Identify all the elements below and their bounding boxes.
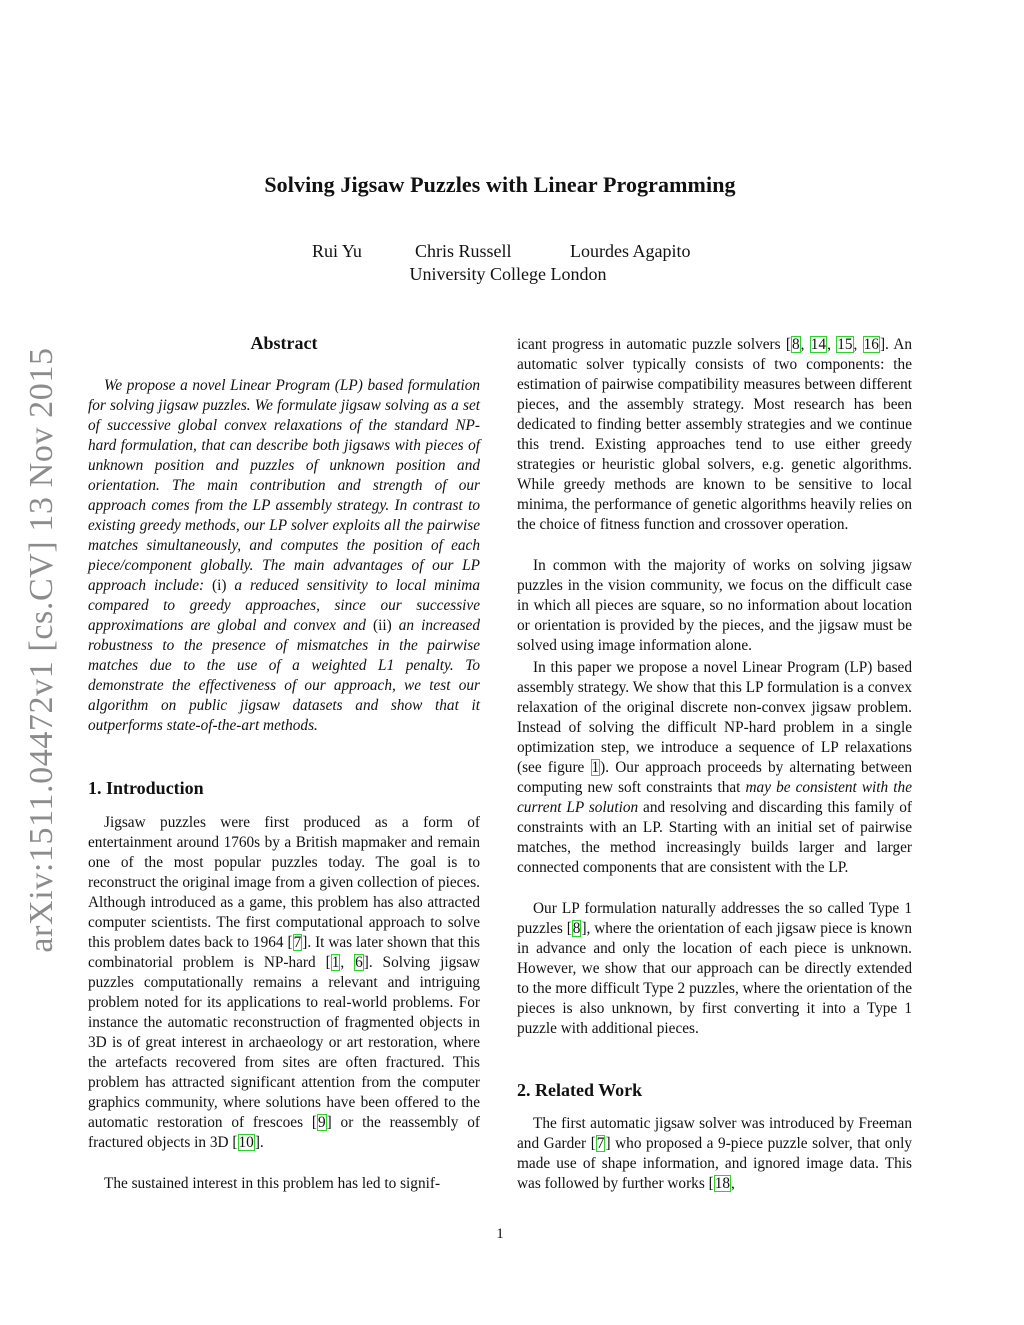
citation-link[interactable]: 18 — [714, 1175, 730, 1192]
author-name: Rui Yu — [312, 241, 362, 261]
citation-link[interactable]: 14 — [810, 336, 827, 353]
citation-link[interactable]: 6 — [355, 954, 363, 971]
citation-link[interactable]: 1 — [331, 954, 340, 971]
citation-link[interactable]: 10 — [238, 1134, 254, 1151]
abstract-text: We propose a novel Linear Program (LP) based formulation for solving jigsaw puzzles. We formulate jigsaw solving as a set of successive global convex relaxations of the standard NP-hard formulation, that can describe both jigsaws with pieces of unknown position and puzzles of unknown position and orientation. The main contribution and strength of our approach comes from the LP assembly strategy. In contrast to existing greedy methods, our LP solver exploits all the pairwise matches simultaneously, and computes the position of each piece/component globally. The main advantages of our LP approach include: (i) a reduced sensitivity to local minima compared to greedy approaches, since our successive approximations are global and convex and (ii) an increased robustness to the presence of mismatches in the pairwise matches due to the use of a weighted L1 penalty. To demonstrate the effectiveness of our approach, we test our algorithm on public jigsaw datasets and show that it outperforms state-of-the-art methods. — [88, 377, 480, 734]
affiliation: University College London — [409, 264, 607, 284]
section-heading-related-work: 2. Related Work — [517, 1080, 643, 1100]
author-name: Lourdes Agapito — [570, 241, 691, 261]
section-heading-introduction: 1. Introduction — [88, 778, 204, 798]
citation-link[interactable]: 16 — [863, 336, 879, 353]
citation-link[interactable]: 7 — [293, 934, 302, 951]
intro-paragraph: In this paper we propose a novel Linear Program (LP) based assembly strategy. We show that this LP formulation is a convex relaxation of the original discrete non-convex jigsaw problem. Instead of solving the difficult NP-hard problem in a single optimization step, we introduce a sequence of LP relaxations (see figure 1). Our approach proceeds by alternating between computing new soft constraints that may be consistent with the current LP solution and resolving and discarding this family of constraints with an LP. Starting with an initial set of pairwise matches, the method increasingly builds larger and larger connected components that are consistent with the LP. — [517, 659, 913, 876]
intro-paragraph: icant progress in automatic puzzle solvers [8, 14, 15, 16]. An automatic solver typically consists of two components: the estimation of pairwise compatibility measures between different pieces, and the assembly strategy. Most research has been dedicated to finding better assembly strategies and we continue this trend. Existing approaches tend to use either greedy strategies or heuristic global solvers, e.g. genetic algorithms. While greedy methods are known to be sensitive to local minima, the performance of genetic algorithms heavily relies on the choice of fitness function and crossover operation. — [517, 336, 913, 533]
citation-link[interactable]: 9 — [317, 1114, 326, 1131]
intro-paragraph: Our LP formulation naturally addresses the so called Type 1 puzzles [8], where the orientation of each jigsaw piece is known in advance and only the location of each piece is unknown. However, we show that our approach can be directly extended to the more difficult Type 2 puzzles, where the orientation of the pieces is also unknown, by first converting it into a Type 1 puzzle with additional pieces. — [517, 900, 912, 1037]
citation-link[interactable]: 15 — [837, 336, 853, 353]
author-name: Chris Russell — [415, 241, 512, 261]
intro-paragraph: Jigsaw puzzles were first produced as a form of entertainment around 1760s by a British mapmaker and remain one of the most popular puzzles today. The goal is to reconstruct the original image from a given collection of pieces. Although introduced as a game, this problem has also attracted computer scientists. The first computational approach to solve this problem dates back to 1964 [7]. It was later shown that this combinatorial problem is NP-hard [1, 6]. Solving jigsaw puzzles computationally remains a relevant and intriguing problem noted for its applications to real-world problems. For instance the automatic reconstruction of fragmented objects in 3D is of great interest in archaeology or art restoration, where the artefacts recovered from sites are often fractured. This problem has attracted significant attention from the computer graphics community, where solutions have been offered to the automatic restoration of frescoes [9] or the reassembly of fractured objects in 3D [10]. — [88, 814, 481, 1151]
citation-link[interactable]: 7 — [596, 1135, 605, 1152]
abstract-heading: Abstract — [250, 333, 318, 353]
intro-paragraph: In common with the majority of works on solving jigsaw puzzles in the vision community, we focus on the difficult case in which all pieces are square, so no information about location or orientation is provided by the pieces, and the jigsaw must be solved using image information alone. — [517, 557, 912, 654]
citation-link[interactable]: 8 — [572, 920, 581, 937]
paper-title: Solving Jigsaw Puzzles with Linear Programming — [264, 172, 736, 197]
citation-link[interactable]: 8 — [791, 336, 800, 353]
figure-link[interactable]: 1 — [591, 759, 600, 776]
related-work-paragraph: The first automatic jigsaw solver was introduced by Freeman and Garder [7] who proposed a 9-piece puzzle solver, that only made use of shape information, and ignored image data. This was followed by further works [18, — [517, 1115, 912, 1192]
intro-paragraph: The sustained interest in this problem has led to signif- — [104, 1175, 441, 1192]
arxiv-identifier: arXiv:1511.04472v1 [cs.CV] 13 Nov 2015 — [23, 347, 60, 953]
page-number: 1 — [496, 1226, 504, 1242]
